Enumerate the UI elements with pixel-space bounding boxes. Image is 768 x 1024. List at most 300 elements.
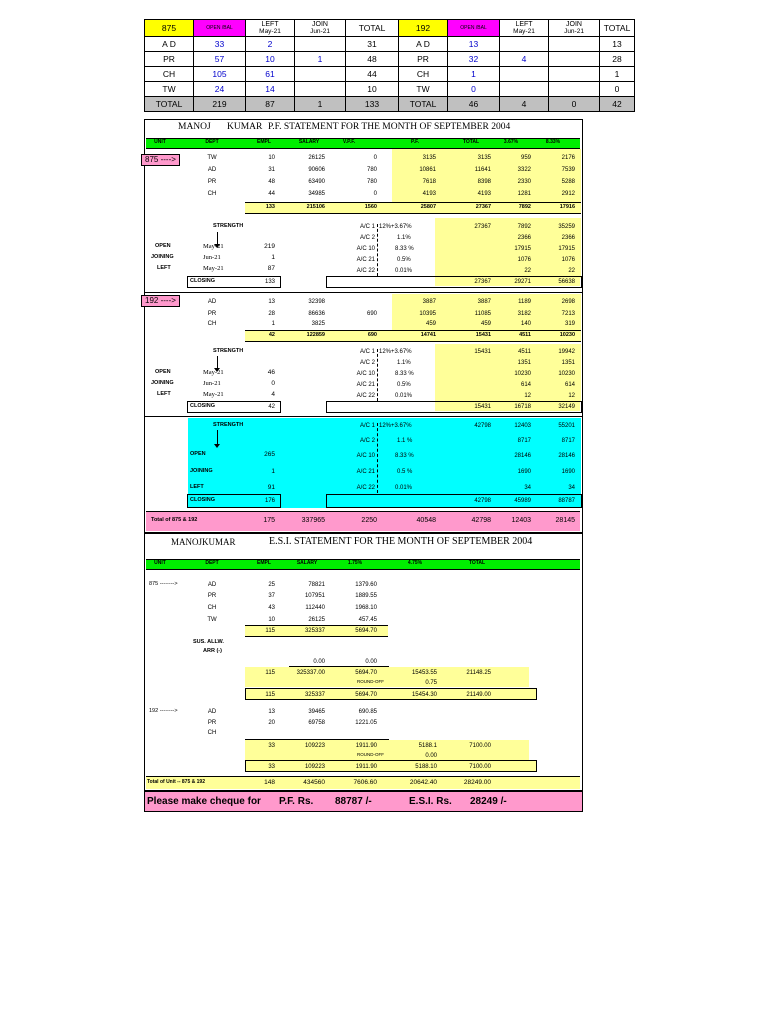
esi-empl: 25 bbox=[268, 582, 275, 588]
esi-grand-salary: 434560 bbox=[303, 779, 325, 786]
ac-label: A/C 22 bbox=[356, 268, 375, 274]
ac-rate: 0.01% bbox=[395, 393, 413, 399]
closing-value: 133 bbox=[264, 279, 275, 285]
ac-grand-sum: 32149 bbox=[558, 404, 575, 410]
esi-statement bbox=[144, 533, 583, 791]
pf-367: 959 bbox=[520, 155, 531, 161]
ac-sum: 28146 bbox=[558, 453, 575, 459]
col-dept: DEPT bbox=[205, 560, 219, 566]
summary-total-row: TOTAL 219 87 1 133 TOTAL 46 4 0 42 bbox=[145, 97, 635, 112]
closing-label: CLOSING bbox=[190, 497, 216, 503]
ac-employer: 8717 bbox=[517, 438, 531, 444]
esi-grand-label: Total of Unit -- 875 & 192 bbox=[147, 779, 205, 785]
pf-367: 3322 bbox=[517, 167, 531, 173]
ac-sum: 614 bbox=[564, 382, 575, 388]
ac-rate: 0.5% bbox=[397, 257, 411, 263]
open-bal-header: OPEN /BAL bbox=[194, 20, 246, 37]
ac-grand-sum: 88787 bbox=[558, 498, 575, 504]
pf-833: 7539 bbox=[561, 167, 575, 173]
ac-employer: 1076 bbox=[517, 257, 531, 263]
pf-total: 11641 bbox=[474, 167, 491, 173]
unit-875-header: 875 bbox=[145, 20, 194, 37]
closing-value: 42 bbox=[268, 404, 275, 410]
left-month: May-21 bbox=[203, 391, 224, 398]
round-off-value: 0.75 bbox=[425, 680, 437, 686]
unit-192-tag: 192 ----> bbox=[141, 295, 180, 307]
esi-sub-empl: 115 bbox=[265, 670, 275, 676]
pf-statement bbox=[144, 119, 583, 533]
pf-empl: 28 bbox=[268, 311, 275, 317]
pf-dept: AD bbox=[207, 167, 217, 173]
esi-amount: 28249 /- bbox=[470, 796, 507, 807]
round-off-label: ROUND-OFF bbox=[357, 752, 384, 757]
pf-833: 319 bbox=[564, 321, 575, 327]
col-total: TOTAL bbox=[468, 560, 486, 566]
join-value: 1 bbox=[271, 254, 275, 261]
esi-unit-875: 875 --------> bbox=[149, 581, 178, 587]
strength-label: STRENGTH bbox=[213, 422, 244, 428]
ac-grand-total: 42798 bbox=[474, 498, 491, 504]
ac-label: A/C 10 bbox=[356, 371, 375, 377]
pf-pf: 10395 bbox=[419, 311, 436, 317]
ac-employer: 1690 bbox=[517, 469, 531, 475]
ac-rate: 1.1% bbox=[397, 235, 411, 241]
ac-divider bbox=[377, 349, 378, 401]
pf-grand-empl: 175 bbox=[263, 517, 275, 524]
ac-label: A/C 22 bbox=[356, 485, 375, 491]
pf-total: 4193 bbox=[477, 191, 491, 197]
pf-total-total: 27367 bbox=[475, 204, 491, 210]
ac-total: 27367 bbox=[474, 224, 491, 230]
pf-vpf: 780 bbox=[366, 179, 377, 185]
summary-row: A D 33 2 31 A D 13 13 bbox=[145, 37, 635, 52]
left-label: LEFT bbox=[157, 391, 171, 397]
pf-total-empl: 42 bbox=[268, 332, 275, 338]
pf-367: 1281 bbox=[517, 191, 531, 197]
esi-total-salary: 109223 bbox=[304, 764, 325, 770]
col-833: 8.33% bbox=[545, 139, 561, 145]
esi-dept: PR bbox=[207, 593, 217, 599]
ac-employer: 34 bbox=[524, 485, 531, 491]
joining-label: JOINING bbox=[151, 380, 174, 386]
pf-salary: 26125 bbox=[308, 155, 325, 161]
pf-total-pf: 25807 bbox=[420, 204, 436, 210]
cheque-instruction bbox=[144, 791, 583, 812]
pf-total: 3887 bbox=[477, 299, 491, 305]
left-value: 4 bbox=[271, 391, 275, 398]
open-month: May-21 bbox=[203, 369, 224, 376]
pf-title: P.F. STATEMENT FOR THE MONTH OF SEPTEMBER 2004 bbox=[268, 122, 511, 132]
left-label: LEFT bbox=[190, 484, 204, 490]
summary-row: PR 57 10 1 48 PR 32 4 28 bbox=[145, 52, 635, 67]
ac-employer: 614 bbox=[520, 382, 531, 388]
pf-total-367: 4511 bbox=[519, 332, 531, 338]
ac-sum: 17915 bbox=[558, 246, 575, 252]
esi-175: 1221.05 bbox=[355, 720, 377, 726]
ac-total: 15431 bbox=[474, 349, 491, 355]
pf-grand-pf: 40548 bbox=[416, 517, 436, 524]
open-label: OPEN bbox=[155, 369, 171, 375]
pf-total-pf: 14741 bbox=[420, 332, 436, 338]
pf-total-833: 10230 bbox=[559, 332, 575, 338]
ac-label: A/C 21 bbox=[356, 382, 375, 388]
pf-salary: 32398 bbox=[308, 299, 325, 305]
pf-total-833: 17916 bbox=[559, 204, 575, 210]
col-empl: EMPL bbox=[257, 560, 271, 566]
esi-label: E.S.I. Rs. bbox=[409, 796, 452, 807]
strength-label: STRENGTH bbox=[213, 348, 244, 354]
join-header: JOIN bbox=[295, 20, 346, 29]
ac-label: A/C 1 bbox=[359, 423, 375, 429]
esi-salary: 69758 bbox=[308, 720, 325, 726]
esi-175: 690.85 bbox=[358, 709, 377, 715]
esi-sub-total: 21148.25 bbox=[466, 670, 491, 676]
ac-label: A/C 2 bbox=[359, 235, 375, 241]
ac-sum: 2366 bbox=[561, 235, 575, 241]
col-salary: SALARY bbox=[296, 560, 318, 566]
pf-833: 2912 bbox=[561, 191, 575, 197]
pf-dept: TW bbox=[207, 155, 217, 161]
pf-label: P.F. Rs. bbox=[279, 796, 314, 807]
ac-sum: 22 bbox=[568, 268, 575, 274]
pf-total: 3135 bbox=[477, 155, 491, 161]
esi-sub-salary: 325337.00 bbox=[296, 670, 325, 676]
ac-rate: 12%+3.67% bbox=[379, 349, 412, 355]
pf-total: 8398 bbox=[477, 179, 491, 185]
esi-salary: 107951 bbox=[304, 593, 325, 599]
ac-sum: 1351 bbox=[561, 360, 575, 366]
pf-grand-367: 12403 bbox=[511, 517, 531, 524]
esi-sub-total: 7100.00 bbox=[469, 743, 491, 749]
ac-sum: 10230 bbox=[558, 371, 575, 377]
esi-dept: CH bbox=[207, 730, 217, 736]
ac-sum: 34 bbox=[568, 485, 575, 491]
col-175: 1.75% bbox=[347, 560, 363, 566]
ac-label: A/C 22 bbox=[356, 393, 375, 399]
esi-dept: AD bbox=[207, 709, 217, 715]
pf-empl: 1 bbox=[271, 321, 275, 327]
join-month: Jun-21 bbox=[203, 380, 221, 387]
unit-192-header: 192 bbox=[399, 20, 448, 37]
strength-label: STRENGTH bbox=[213, 223, 244, 229]
ac-label: A/C 10 bbox=[356, 246, 375, 252]
left-month: May-21 bbox=[500, 28, 549, 37]
ac-grand-total: 15431 bbox=[474, 404, 491, 410]
pf-total-empl: 133 bbox=[265, 204, 275, 210]
ac-employer: 12403 bbox=[514, 423, 531, 429]
esi-dept: CH bbox=[207, 605, 217, 611]
esi-grand-475: 20642.40 bbox=[409, 779, 437, 786]
sus-allw-label: SUS. ALLW. bbox=[193, 639, 224, 645]
ac-employer: 17915 bbox=[514, 246, 531, 252]
total-header: TOTAL bbox=[600, 20, 635, 37]
pf-salary: 3825 bbox=[311, 321, 325, 327]
joining-label: JOINING bbox=[190, 468, 213, 474]
ac-rate: 1.1 % bbox=[397, 438, 413, 444]
ac-rate: 0.01% bbox=[395, 485, 413, 491]
pf-total-salary: 215106 bbox=[306, 204, 325, 210]
pf-empl: 44 bbox=[268, 191, 275, 197]
ac-sum: 55201 bbox=[558, 423, 575, 429]
closing-label: CLOSING bbox=[190, 403, 216, 409]
divider bbox=[145, 416, 582, 417]
pf-salary: 90606 bbox=[308, 167, 325, 173]
pf-title-kumar: KUMAR bbox=[227, 122, 263, 132]
ac-label: A/C 2 bbox=[359, 438, 375, 444]
esi-total-total: 7100.00 bbox=[469, 764, 491, 770]
pf-total-salary: 122859 bbox=[306, 332, 325, 338]
round-off-label: ROUND-OFF bbox=[357, 679, 384, 684]
pf-367: 140 bbox=[520, 321, 531, 327]
pf-dept: PR bbox=[207, 311, 217, 317]
esi-175: 1968.10 bbox=[355, 605, 377, 611]
left-label: LEFT bbox=[157, 265, 171, 271]
pf-total: 459 bbox=[480, 321, 491, 327]
pf-total-vpf: 1560 bbox=[364, 204, 377, 210]
col-dept: DEPT bbox=[205, 139, 219, 145]
join-header: JOIN bbox=[549, 20, 600, 29]
col-475: 4.75% bbox=[407, 560, 423, 566]
ac-rate: 8.33 % bbox=[395, 371, 414, 377]
col-unit: UNIT bbox=[154, 560, 166, 566]
esi-salary: 78821 bbox=[308, 582, 325, 588]
pf-empl: 10 bbox=[268, 155, 275, 161]
esi-grand-175: 7606.60 bbox=[353, 779, 377, 786]
ac-rate: 12%+3.67% bbox=[379, 423, 412, 429]
left-month: May-21 bbox=[246, 28, 295, 37]
esi-dept: PR bbox=[207, 720, 217, 726]
ac-divider bbox=[377, 224, 378, 276]
esi-175: 1379.60 bbox=[355, 582, 377, 588]
ac-employer: 10230 bbox=[514, 371, 531, 377]
ac-employer: 28146 bbox=[514, 453, 531, 459]
esi-sub-175: 1911.90 bbox=[355, 743, 377, 749]
esi-total-salary: 325337 bbox=[304, 692, 325, 698]
col-367: 3.67% bbox=[503, 139, 519, 145]
pf-367: 2330 bbox=[517, 179, 531, 185]
col-salary: SALARY bbox=[298, 139, 320, 145]
ac-label: A/C 21 bbox=[356, 469, 375, 475]
pf-grand-label: Total of 875 & 192 bbox=[151, 517, 198, 523]
left-header: LEFT bbox=[500, 20, 549, 29]
esi-total-475: 15454.30 bbox=[411, 692, 437, 698]
left-month: May-21 bbox=[203, 265, 224, 272]
join-month: Jun-21 bbox=[203, 254, 221, 261]
esi-total-empl: 33 bbox=[268, 764, 275, 770]
pf-salary: 34985 bbox=[308, 191, 325, 197]
ac-employer: 1351 bbox=[517, 360, 531, 366]
pf-dept: CH bbox=[207, 191, 217, 197]
open-month: May-21 bbox=[203, 243, 224, 250]
pf-empl: 13 bbox=[268, 299, 275, 305]
col-unit: UNIT bbox=[154, 139, 166, 145]
esi-dept: TW bbox=[207, 617, 217, 623]
pf-amount: 88787 /- bbox=[335, 796, 372, 807]
pf-empl: 48 bbox=[268, 179, 275, 185]
pf-833: 2176 bbox=[561, 155, 575, 161]
esi-sub-475: 5188.1 bbox=[418, 743, 437, 749]
pf-dept: AD bbox=[207, 299, 217, 305]
pf-pf: 459 bbox=[425, 321, 436, 327]
esi-empl: 13 bbox=[268, 709, 275, 715]
esi-sus-salary: 0.00 bbox=[313, 659, 325, 665]
total-header: TOTAL bbox=[346, 20, 399, 37]
summary-row: CH 105 61 44 CH 1 1 bbox=[145, 67, 635, 82]
esi-empl: 43 bbox=[268, 605, 275, 611]
esi-sub-175: 5694.70 bbox=[355, 670, 377, 676]
summary-table bbox=[144, 19, 635, 112]
esi-total-175: 5694.70 bbox=[355, 692, 377, 698]
left-value: 87 bbox=[267, 265, 275, 272]
ac-label: A/C 10 bbox=[356, 453, 375, 459]
ac-rate: 0.5% bbox=[397, 382, 411, 388]
pf-total-367: 7892 bbox=[518, 204, 531, 210]
pf-total-vpf: 690 bbox=[367, 332, 377, 338]
esi-total-175: 1911.90 bbox=[355, 764, 377, 770]
esi-grand-total: 28249.00 bbox=[463, 779, 491, 786]
ac-divider bbox=[377, 423, 378, 493]
ac-employer: 7892 bbox=[517, 224, 531, 230]
pf-367: 1189 bbox=[518, 299, 531, 305]
ac-employer: 12 bbox=[524, 393, 531, 399]
col-empl: EMPL bbox=[257, 139, 271, 145]
pf-grand-vpf: 2250 bbox=[361, 517, 377, 524]
pf-empl: 31 bbox=[268, 167, 275, 173]
unit-875-tag: 875 ----> bbox=[141, 154, 180, 166]
esi-sus-175: 0.00 bbox=[365, 659, 377, 665]
esi-grand-empl: 148 bbox=[264, 779, 275, 786]
esi-total-total: 21149.00 bbox=[466, 692, 491, 698]
ac-rate: 1.1% bbox=[397, 360, 411, 366]
ac-grand-sum: 56638 bbox=[558, 279, 575, 285]
esi-unit-192: 192 --------> bbox=[149, 708, 178, 714]
closing-label: CLOSING bbox=[190, 278, 216, 284]
ac-rate: 0.01% bbox=[395, 268, 413, 274]
ac-employer: 22 bbox=[524, 268, 531, 274]
ac-grand-employer: 16718 bbox=[514, 404, 531, 410]
ac-grand-total: 27367 bbox=[474, 279, 491, 285]
esi-salary: 112440 bbox=[305, 605, 325, 611]
pf-dept: PR bbox=[207, 179, 217, 185]
join-value: 0 bbox=[271, 380, 275, 387]
left-value: 91 bbox=[267, 484, 275, 491]
ac-sum: 1690 bbox=[561, 469, 575, 475]
pf-title-name: MANOJ bbox=[178, 122, 211, 132]
ac-label: A/C 1 bbox=[359, 224, 375, 230]
ac-employer: 4511 bbox=[518, 349, 531, 355]
pf-pf: 3135 bbox=[422, 155, 436, 161]
open-value: 265 bbox=[264, 451, 275, 458]
esi-total-empl: 115 bbox=[265, 692, 275, 698]
esi-salary: 39465 bbox=[308, 709, 325, 715]
ac-rate: 8.33 % bbox=[395, 453, 414, 459]
ac-label: A/C 2 bbox=[359, 360, 375, 366]
round-off-value: 0.00 bbox=[425, 753, 437, 759]
esi-sub-salary: 109223 bbox=[304, 743, 325, 749]
pf-833: 2698 bbox=[561, 299, 575, 305]
col-total: TOTAL bbox=[462, 139, 480, 145]
pf-vpf: 0 bbox=[373, 191, 377, 197]
pf-vpf: 780 bbox=[366, 167, 377, 173]
pf-833: 5288 bbox=[561, 179, 575, 185]
ac-grand-employer: 45989 bbox=[514, 498, 531, 504]
pf-367: 3182 bbox=[517, 311, 531, 317]
open-bal-header: OPEN /BAL bbox=[448, 20, 500, 37]
pf-salary: 63490 bbox=[308, 179, 325, 185]
ac-label: A/C 21 bbox=[356, 257, 375, 263]
pf-grand-salary: 337965 bbox=[301, 517, 325, 524]
esi-total-175: 5694.70 bbox=[355, 628, 377, 634]
pf-pf: 10861 bbox=[419, 167, 436, 173]
join-month: Jun-21 bbox=[295, 28, 346, 37]
left-header: LEFT bbox=[246, 20, 295, 29]
ac-rate: 12%+3.67% bbox=[379, 224, 412, 230]
esi-sub-475: 15453.55 bbox=[411, 670, 437, 676]
ac-sum: 8717 bbox=[561, 438, 575, 444]
ac-sum: 12 bbox=[568, 393, 575, 399]
pf-grand-total: 42798 bbox=[471, 517, 491, 524]
pf-dept: CH bbox=[207, 321, 217, 327]
pf-vpf: 690 bbox=[366, 311, 377, 317]
esi-title: E.S.I. STATEMENT FOR THE MONTH OF SEPTEMBER 2004 bbox=[269, 536, 533, 547]
pf-pf: 7618 bbox=[422, 179, 436, 185]
ac-grand-employer: 29271 bbox=[514, 279, 531, 285]
open-label: OPEN bbox=[190, 451, 206, 457]
pf-pf: 3887 bbox=[422, 299, 436, 305]
divider bbox=[145, 292, 582, 293]
pf-833: 7213 bbox=[561, 311, 575, 317]
cheque-text: Please make cheque for bbox=[147, 796, 261, 807]
esi-total-salary: 325337 bbox=[304, 628, 325, 634]
pf-grand-833: 28145 bbox=[555, 517, 575, 524]
esi-sub-empl: 33 bbox=[268, 743, 275, 749]
esi-total-475: 5188.10 bbox=[415, 764, 437, 770]
esi-salary: 26125 bbox=[308, 617, 325, 623]
col-pf: P.F. bbox=[411, 139, 419, 145]
joining-label: JOINING bbox=[151, 254, 174, 260]
pf-total-total: 15431 bbox=[475, 332, 491, 338]
join-value: 1 bbox=[271, 468, 275, 475]
ac-total: 42798 bbox=[474, 423, 491, 429]
ac-label: A/C 1 bbox=[359, 349, 375, 355]
join-month: Jun-21 bbox=[549, 28, 600, 37]
open-label: OPEN bbox=[155, 243, 171, 249]
esi-total-empl: 115 bbox=[265, 628, 275, 634]
pf-vpf: 0 bbox=[373, 155, 377, 161]
esi-dept: AD bbox=[207, 582, 217, 588]
open-value: 46 bbox=[267, 369, 275, 376]
esi-empl: 10 bbox=[268, 617, 275, 623]
esi-title-name: MANOJKUMAR bbox=[171, 537, 236, 547]
esi-empl: 37 bbox=[268, 593, 275, 599]
ac-rate: 8.33 % bbox=[395, 246, 414, 252]
esi-175: 1889.55 bbox=[355, 593, 377, 599]
summary-row: TW 24 14 10 TW 0 0 bbox=[145, 82, 635, 97]
ac-employer: 2366 bbox=[517, 235, 531, 241]
ac-rate: 0.5 % bbox=[397, 469, 413, 475]
arr-label: ARR (-) bbox=[203, 648, 222, 654]
esi-175: 457.45 bbox=[358, 617, 377, 623]
down-arrow-icon bbox=[214, 444, 220, 448]
pf-pf: 4193 bbox=[422, 191, 436, 197]
closing-value: 176 bbox=[264, 498, 275, 504]
pf-salary: 86636 bbox=[308, 311, 325, 317]
pf-total: 11085 bbox=[474, 311, 491, 317]
open-value: 219 bbox=[264, 243, 275, 250]
ac-sum: 19942 bbox=[558, 349, 575, 355]
ac-sum: 1076 bbox=[561, 257, 575, 263]
col-vpf: V.P.F. bbox=[342, 139, 356, 145]
